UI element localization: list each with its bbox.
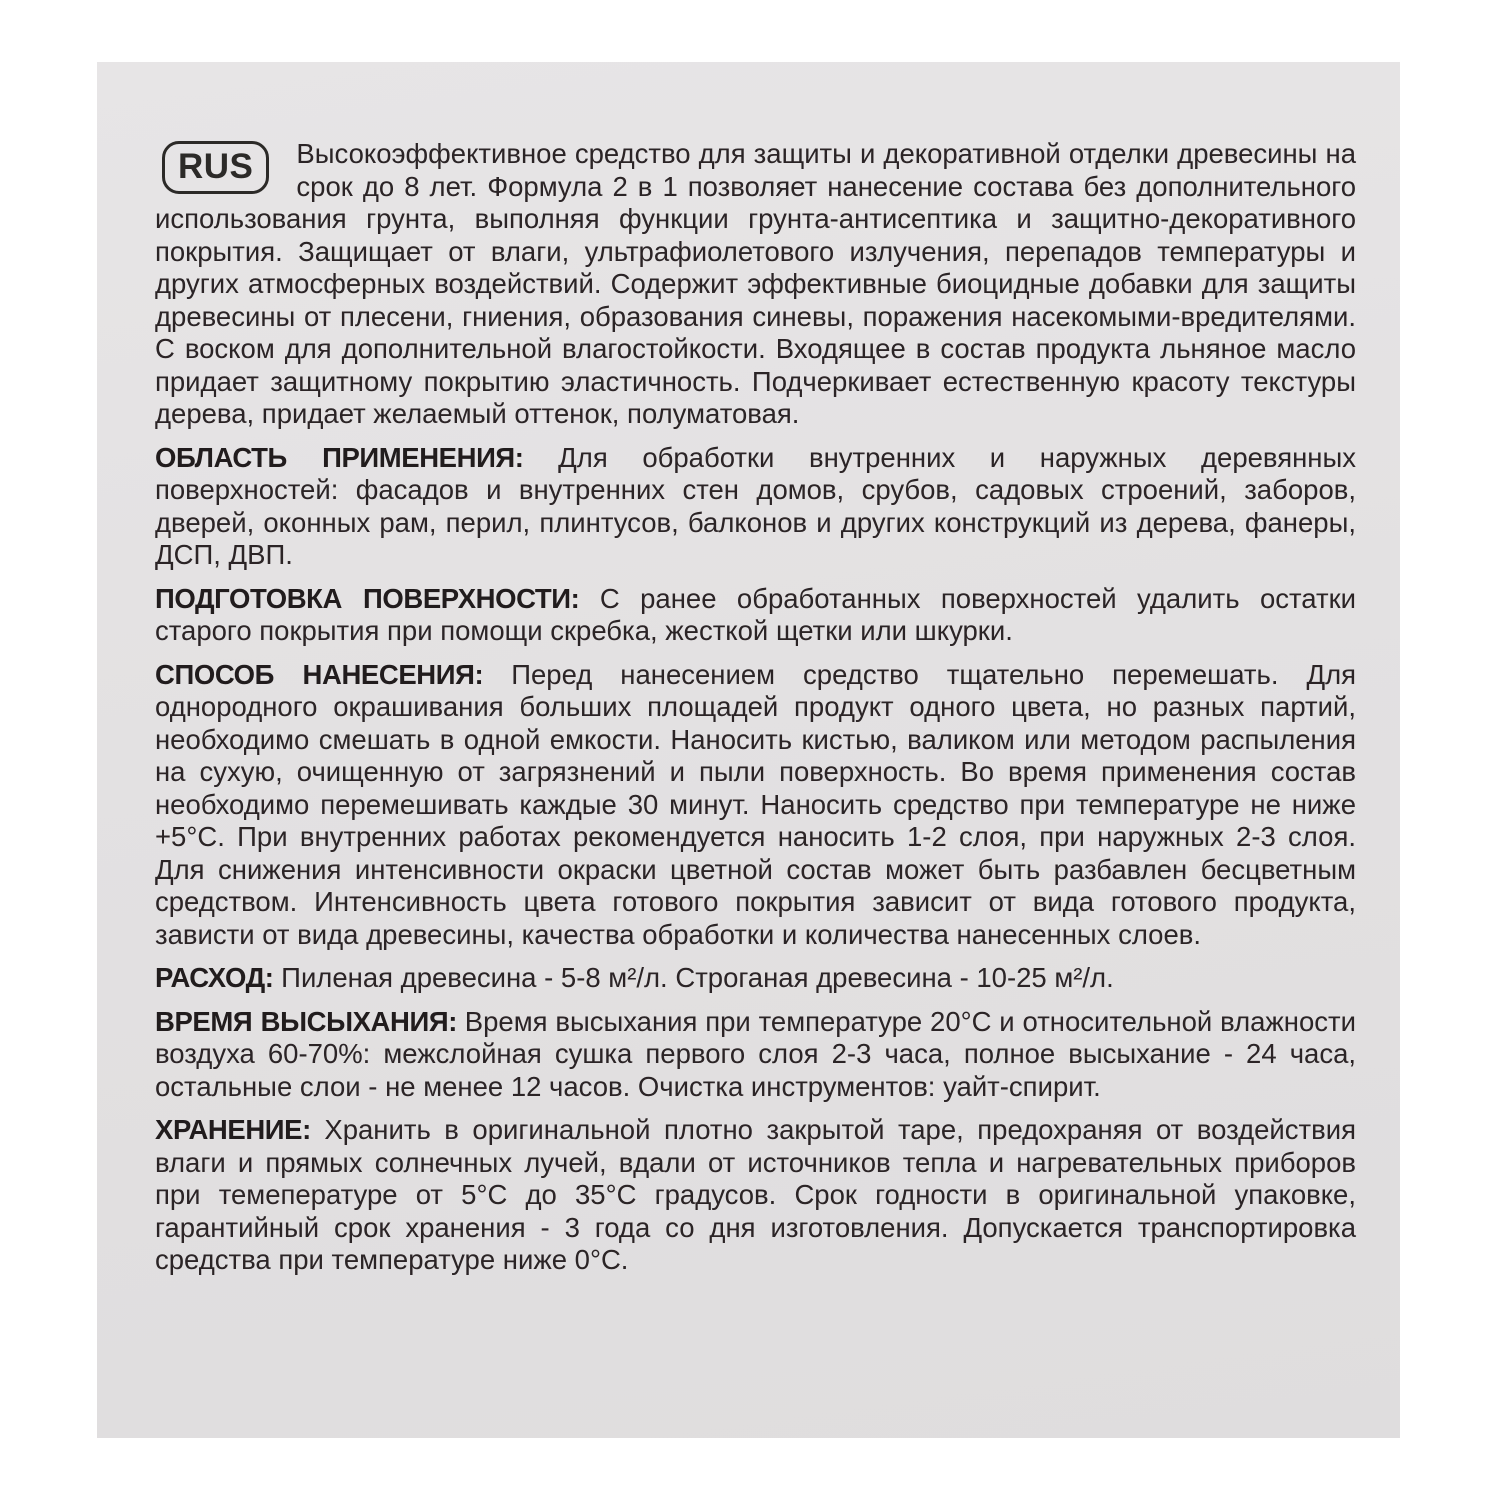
section-application-method xyxy=(155,659,1356,952)
section-header-drying-time: ВРЕМЯ ВЫСЫХАНИЯ: xyxy=(155,1005,457,1037)
section-header-application-method: СПОСОБ НАНЕСЕНИЯ: xyxy=(155,658,484,690)
rus-language-badge: RUS xyxy=(162,141,269,194)
section-drying-time xyxy=(155,1006,1356,1104)
intro-text: Высокоэффективное средство для защиты и декоративной отделки древесины на срок до 8 лет. Формула 2 в 1 позволяет нанесение состава без дополнительного использования грунта, выполняя функции грунта-антисептика и защитно-декоративного покрытия. Защищает от влаги, ультрафиолетового излучения, перепадов температуры и других атмосферных воздействий. Содержит эффективные биоцидные добавки для защиты древесины от плесени, гниения, образования синевы, поражения насекомыми-вредителями. С воском для дополнительной влагостойкости. Входящее в состав продукта льняное масло придает защитному покрытию эластичность. Подчеркивает естественную красоту текстуры дерева, придает желаемый оттенок, полуматовая. xyxy=(155,138,1356,429)
section-application xyxy=(155,442,1356,572)
section-header-consumption: РАСХОД: xyxy=(155,962,274,993)
section-text-application-method: Перед нанесением средство тщательно перемешать. Для однородного окрашивания больших площадей продукт одного цвета, но разных партий, необходимо смешать в одной емкости. Наносить кистью, валиком или методом распыления на сухую, очищенную от загрязнений и пыли поверхность. Во время применения состав необходимо перемешивать каждые 30 минут. Наносить средство при температуре не ниже +5°С. При внутренних работах рекомендуется наносить 1-2 слоя, при наружных 2-3 слоя. Для снижения интенсивности окраски цветной состав может быть разбавлен бесцветным средством. Интенсивность цвета готового покрытия зависит от вида готового продукта, зависти от вида древесины, качества обработки и количества нанесенных слоев. xyxy=(155,658,1357,950)
section-surface-preparation xyxy=(155,583,1356,648)
section-header-application: ОБЛАСТЬ ПРИМЕНЕНИЯ: xyxy=(155,441,524,473)
section-text-drying-time: Время высыхания при температуре 20°С и относительной влажности воздуха 60-70%: межслойная сушка первого слоя 2-3 часа, полное высыхание - 24 часа, остальные слои - не менее 12 часов. Очистка инструментов: уайт-спирит. xyxy=(155,1005,1356,1102)
intro-paragraph xyxy=(155,138,1356,431)
section-header-surface-preparation: ПОДГОТОВКА ПОВЕРХНОСТИ: xyxy=(155,582,580,614)
section-storage xyxy=(155,1114,1356,1277)
section-text-application: Для обработки внутренних и наружных деревянных поверхностей: фасадов и внутренних стен домов, срубов, садовых строений, заборов, дверей, оконных рам, перил, плинтусов, балконов и других конструкций из дерева, фанеры, ДСП, ДВП. xyxy=(155,441,1356,570)
label-photo xyxy=(97,62,1400,1438)
section-text-surface-preparation: С ранее обработанных поверхностей удалить остатки старого покрытия при помощи скребка, жесткой щетки или шкурки. xyxy=(155,582,1356,646)
section-header-storage: ХРАНЕНИЕ: xyxy=(155,1114,311,1145)
section-text-storage: Хранить в оригинальной плотно закрытой таре, предохраняя от воздействия влаги и прямых солнечных лучей, вдали от источников тепла и нагревательных приборов при темепературе от 5°С до 35°С градусов. Срок годности в оригинальной упаковке, гарантийный срок хранения - 3 года со дня изготовления. Допускается транспортировка средства при температуре ниже 0°С. xyxy=(155,1114,1356,1275)
label-text-block xyxy=(97,62,1400,1277)
section-consumption xyxy=(155,962,1356,995)
section-text-consumption: Пиленая древесина - 5-8 м²/л. Строганая древесина - 10-25 м²/л. xyxy=(281,962,1114,993)
